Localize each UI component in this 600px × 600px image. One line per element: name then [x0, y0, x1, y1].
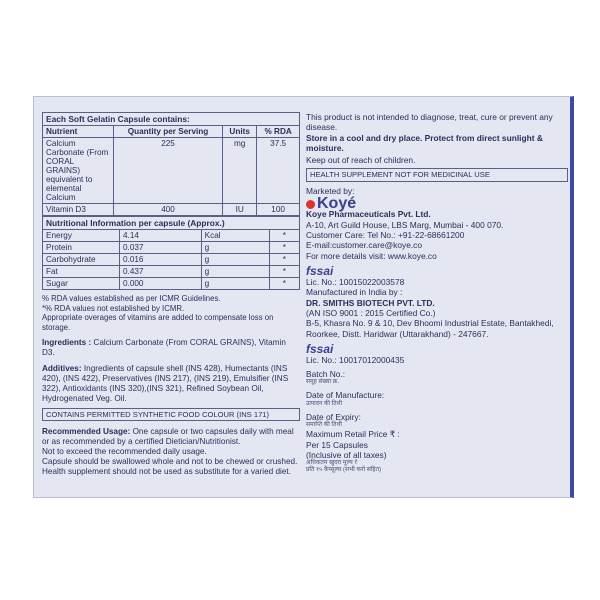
composition-table: [42, 112, 300, 216]
table-row: Carbohydrate 0.016 g *: [43, 254, 300, 266]
additives: Additives: Ingredients of capsule shell (INS 428), Humectants (INS 420), (INS 422), Preservatives (INS 217), (INS 219), Emulsifier (INS 322), Antioxidants (INS 320),(INS 321), Refined Soybean Oil, Hydrogenated Veg. Oil.: [42, 364, 289, 404]
ingredients: Ingredients : Calcium Carbonate (From CORAL GRAINS), Vitamin D3.: [42, 338, 286, 358]
nutrition-title: Nutritional Information per capsule (Approx.): [43, 217, 300, 230]
table-row: Calcium Carbonate (From CORAL GRAINS) equivalent to elemental Calcium 225 mg 37.5: [43, 138, 300, 204]
manufacturer-name: DR. SMITHS BIOTECH PVT. LTD.: [306, 297, 435, 308]
table-row: Protein 0.037 g *: [43, 242, 300, 254]
company-name: Koye Pharmaceuticals Pvt. Ltd.: [306, 209, 431, 220]
mrp: Maximum Retail Price ₹ :: [306, 429, 400, 440]
expiry-date: Date of Expiry:: [306, 411, 361, 422]
website: For more details visit: www.koye.co: [306, 250, 437, 261]
customer-care-tel: Customer Care: Tel No.: +91-22-68661200: [306, 230, 465, 241]
storage-instructions: Store in a cool and dry place. Protect from direct sunlight & moisture.: [306, 132, 543, 154]
iso-cert: (AN ISO 9001 : 2015 Certified Co.): [306, 307, 436, 318]
koye-logo-icon: [306, 200, 315, 209]
fssai-logo: fssai: [306, 264, 334, 279]
header-rda: % RDA: [257, 126, 300, 138]
company-address: A-10, Art Guild House, LBS Marg, Mumbai - 400 070.: [306, 219, 504, 230]
license-number: Lic. No.: 10017012000435: [306, 354, 405, 365]
header-nutrient: Nutrient: [43, 126, 114, 138]
table-row: Vitamin D3 400 IU 100: [43, 204, 300, 216]
table-row: Fat 0.437 g *: [43, 266, 300, 278]
fssai-logo: fssai: [306, 342, 334, 357]
header-units: Units: [223, 126, 257, 138]
batch-number: Batch No.:: [306, 368, 346, 379]
disclaimer: This product is not intended to diagnose, treat, cure or prevent any disease.: [306, 112, 553, 133]
right-column: This product is not intended to diagnose, treat, cure or prevent any disease. Store in a cool and dry place. Protect from direct sunlight & moisture. Keep out of reach of children. HEALTH SUPPLEMENT NOT FOR MEDICINAL USE Marketed by: Koyé Koye Pharmaceuticals Pvt. Ltd. A-10, Art Guild House, LBS Marg, Mumbai - 400 070. Customer Care: Tel No.: +91-22-68661200 E-mail:customer.care@koye.co For more details visit: www.koye.co fssai Lic. No.: 10015022003578 Manufactured in India by : DR. SMITHS BIOTECH PVT. LTD. (AN ISO 9001 : 2015 Certified Co.) B-5, Khasra No. 9 & 10, Dev Bhoomi Industrial Estate, Bantakhedi, Roorkee, Distt. Haridwar (Uttarakhand) - 247667. fssai Lic. No.: 10017012000435 Batch No.: समूह संख्या क्र. Date of Manufacture: उत्पादन की तिथी Date of Expiry: समाप्ति की तिथी Maximum Retail Price ₹ : Per 15 Capsules (Inclusive of all taxes) अधिकतम खुदरा मूल्य ₹ प्रति १५ कैप्सूल्स (सभी करो सहित): [306, 112, 568, 474]
brand-name: Koyé: [317, 194, 357, 212]
customer-care-email: E-mail:customer.care@koye.co: [306, 240, 423, 251]
colour-notice: CONTAINS PERMITTED SYNTHETIC FOOD COLOUR (INS 171): [42, 408, 300, 421]
left-column: [42, 112, 300, 477]
pack-size: Per 15 Capsules: [306, 439, 368, 450]
tax-note: (Inclusive of all taxes): [306, 449, 387, 460]
children-warning: Keep out of reach of children.: [306, 154, 416, 165]
rda-notes: % RDA values established as per ICMR Guidelines. *% RDA values not established by ICMR. Appropriate overages of vitamins are added to compensate loss on storage.: [42, 294, 274, 332]
supplement-notice: HEALTH SUPPLEMENT NOT FOR MEDICINAL USE: [306, 168, 568, 182]
nutrition-table: [42, 216, 300, 290]
table-row: Energy 4.14 Kcal *: [43, 230, 300, 242]
composition-title: Each Soft Gelatin Capsule contains:: [43, 113, 300, 126]
marketed-by: Marketed by:: [306, 186, 355, 197]
manufactured-in: Manufactured in India by :: [306, 287, 403, 298]
brand-logo: [306, 194, 568, 212]
manufacture-date: Date of Manufacture:: [306, 390, 385, 401]
recommended-usage: Recommended Usage: One capsule or two capsules daily with meal or as recommended by a certified Dietician/Nutritionist. Not to exceed the recommended daily usage. Capsule should be swallowed whole and not to be chewed or crushed. Health supplement should not be used as substitute for a varied diet.: [42, 427, 298, 477]
header-quantity: Quantity per Serving: [114, 126, 223, 138]
license-number: Lic. No.: 10015022003578: [306, 276, 405, 287]
manufacturer-address: B-5, Khasra No. 9 & 10, Dev Bhoomi Industrial Estate, Bantakhedi, Roorkee, Distt. Haridwar (Uttarakhand) - 247667.: [306, 318, 554, 339]
table-row: Sugar 0.000 g *: [43, 278, 300, 290]
